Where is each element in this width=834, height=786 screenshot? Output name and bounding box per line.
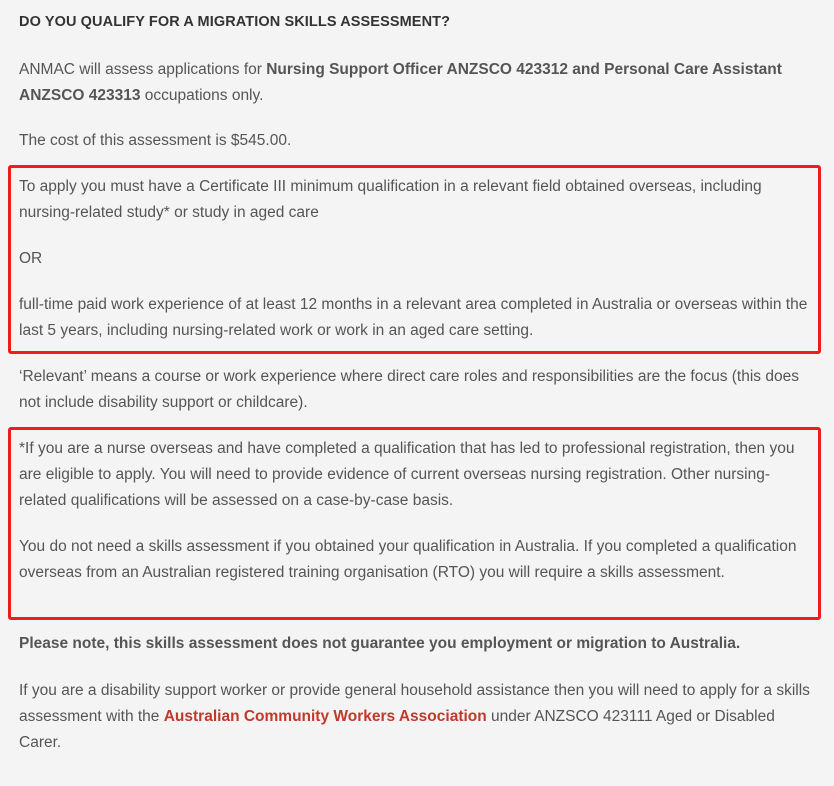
disability-paragraph [19,678,814,756]
disability-prefix: If you are a disability support worker or provide general household assistance then you will need to apply for a skills assessment with the [19,682,810,725]
australia-note-paragraph: You do not need a skills assessment if you obtained your qualification in Australia. If you completed a qualification overseas from an Australian registered training organisation (RTO) you will require a skills assessment. [19,538,797,581]
or-separator: OR [19,250,43,267]
relevant-definition-paragraph: ‘Relevant’ means a course or work experience where direct care roles and responsibilities are the focus (this does not include disability support or childcare). [19,368,799,411]
please-note-text: Please note, this skills assessment does not guarantee you employment or migration to Australia. [19,635,741,652]
intro-suffix: occupations only. [140,87,264,104]
experience-paragraph: full-time paid work experience of at least 12 months in a relevant area completed in Australia or overseas within the last 5 years, including nursing-related work or work in an aged care setting. [19,296,808,339]
acwa-link[interactable]: Australian Community Workers Association [163,708,487,725]
intro-prefix: ANMAC will assess applications for [19,61,267,78]
nurse-highlight-box [8,427,821,620]
qualification-paragraph: To apply you must have a Certificate III minimum qualification in a relevant field obtained overseas, including nursing-related study* or study in aged care [19,178,762,221]
please-note-paragraph [19,631,814,657]
nurse-note-paragraph: *If you are a nurse overseas and have completed a qualification that has led to professional registration, then you are eligible to apply. You will need to provide evidence of current overseas nursing registration. Other nursing-related qualifications will be assessed on a case-by-case basis. [19,440,795,509]
page-heading: DO YOU QUALIFY FOR A MIGRATION SKILLS ASSESSMENT? [19,14,451,30]
intro-paragraph [19,57,814,109]
cost-paragraph: The cost of this assessment is $545.00. [19,132,292,149]
occupations-text: Nursing Support Officer ANZSCO 423312 and Personal Care Assistant ANZSCO 423313 [19,61,782,104]
disability-suffix: under ANZSCO 423111 Aged or Disabled Carer. [19,708,775,751]
requirement-highlight-box [8,165,821,354]
